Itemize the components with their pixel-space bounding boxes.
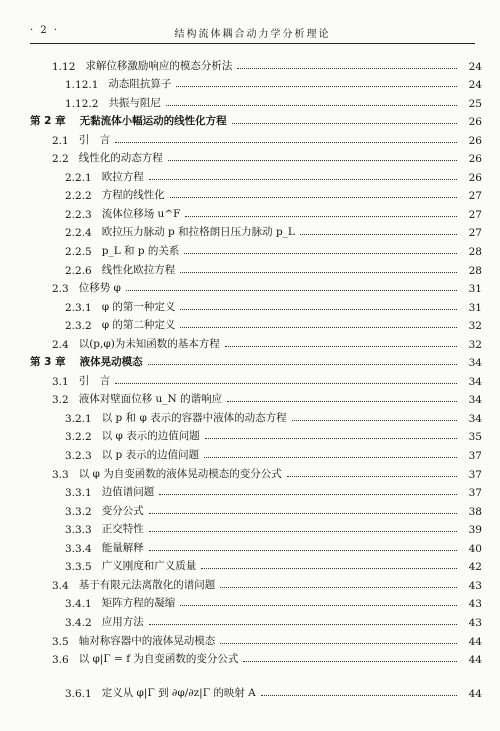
toc-page-number: 34 [468, 412, 482, 425]
toc-dot-leader [220, 587, 457, 588]
toc-page-number: 24 [468, 79, 482, 92]
toc-dot-leader [159, 494, 457, 495]
toc-section-title: 共振与阻尼 [108, 96, 161, 109]
toc-section-title: 边值谱问题 [101, 486, 155, 499]
toc-page-number: 26 [468, 171, 482, 184]
toc-section-title: 引 言 [78, 374, 111, 387]
toc-page-number: 31 [468, 283, 482, 296]
toc-section-title: 流体位移场 u^F [101, 207, 181, 220]
toc-dot-leader [149, 513, 457, 514]
toc-page-number: 32 [468, 320, 482, 333]
toc-entry [30, 54, 482, 73]
toc-entry [30, 184, 482, 203]
toc-section-title: 以 p 表示的边值问题 [101, 449, 200, 462]
toc-page-number: 37 [468, 468, 482, 481]
toc-entry [30, 388, 482, 407]
toc-section-title: 欧拉压力脉动 p 和拉格朗日压力脉动 p_L [101, 226, 295, 239]
toc-entry [30, 165, 482, 184]
toc-page-number: 25 [468, 97, 482, 110]
toc-dot-leader [180, 327, 457, 328]
toc-section-title: 欧拉方程 [101, 170, 144, 183]
toc-section-title: 定义从 φ|Γ 到 ∂φ/∂z|Γ 的映射 A [101, 687, 256, 700]
toc-page-number: 34 [468, 394, 482, 407]
toc-section-title: 应用方法 [101, 615, 144, 628]
toc-section-title: 以(p,φ)为未知函数的基本方程 [78, 337, 220, 350]
toc-dot-leader [243, 661, 457, 662]
toc-entry [30, 221, 482, 240]
toc-page-number: 39 [468, 524, 482, 537]
toc-page-number: 44 [468, 688, 482, 701]
toc-page-number: 38 [468, 505, 482, 518]
toc-section-number: 3.5 [52, 635, 69, 648]
toc-dot-leader [185, 216, 457, 217]
toc-entry [30, 73, 482, 92]
toc-entry [30, 258, 482, 277]
toc-section-number: 2.1 [52, 134, 69, 147]
toc-dot-leader [225, 346, 457, 347]
running-title: 结构流体耦合动力学分析理论 [174, 29, 331, 40]
toc-entry [30, 555, 482, 574]
toc-page-number: 32 [468, 338, 482, 351]
toc-section-number: 3.3.3 [65, 524, 92, 537]
toc-section-number: 3.4.2 [65, 616, 92, 629]
toc-entry [30, 128, 482, 147]
toc-dot-leader [184, 253, 457, 254]
toc-section-title: 引 言 [78, 133, 111, 146]
toc-dot-leader [287, 476, 457, 477]
toc-page-number: 28 [468, 264, 482, 277]
toc-dot-leader [149, 550, 457, 551]
toc-section-number: 2.3 [52, 283, 69, 296]
toc-dot-leader [180, 605, 457, 606]
toc-section-number: 3.3.4 [65, 542, 92, 555]
toc-section-number: 1.12.1 [65, 79, 99, 92]
toc-page-number: 28 [468, 246, 482, 259]
toc-dot-leader [204, 457, 457, 458]
toc-section-title: p_L 和 p 的关系 [101, 245, 180, 258]
toc-section-number: 3.2.1 [65, 412, 92, 425]
toc-section-number: 第 3 章 [30, 356, 66, 369]
toc-dot-leader [201, 568, 457, 569]
toc-dot-leader [205, 438, 457, 439]
toc-dot-leader [149, 624, 457, 625]
toc-section-number: 2.2 [52, 153, 69, 166]
toc-section-title: 广义刚度和广义质量 [101, 560, 197, 573]
toc-section-title: 方程的线性化 [101, 189, 165, 202]
toc-section-number: 2.2.6 [65, 264, 92, 277]
toc-dot-leader [166, 105, 457, 106]
toc-page-number: 34 [468, 357, 482, 370]
toc-section-title: 矩阵方程的凝缩 [101, 597, 176, 610]
toc-dot-leader [149, 179, 457, 180]
toc-dot-leader [220, 643, 457, 644]
toc-dot-leader [180, 272, 457, 273]
toc-dot-leader [126, 290, 457, 291]
toc-entry [30, 536, 482, 555]
toc-page-number: 27 [468, 227, 482, 240]
toc-dot-leader [180, 309, 457, 310]
toc-section-title: 变分公式 [101, 504, 144, 517]
toc-section-number: 2.2.2 [65, 190, 92, 203]
toc-page-number: 42 [468, 561, 482, 574]
toc-dot-leader [232, 123, 457, 124]
toc-section-title: 液体对壁面位移 u_N 的谐响应 [78, 393, 223, 406]
toc-entry [30, 277, 482, 296]
toc-entry [30, 369, 482, 388]
toc-section-number: 1.12 [52, 60, 76, 73]
toc-page-number: 34 [468, 375, 482, 388]
toc-page-number: 37 [468, 450, 482, 463]
toc-dot-leader [227, 401, 457, 402]
toc-dot-leader [148, 364, 457, 365]
toc-section-title: φ 的第一种定义 [101, 300, 176, 313]
toc-section-number: 3.3 [52, 468, 69, 481]
toc-entry [30, 481, 482, 500]
toc-section-number: 3.6 [52, 654, 69, 667]
toc-dot-leader [237, 68, 457, 69]
toc-page-number: 26 [468, 153, 482, 166]
toc-entry [30, 147, 482, 166]
toc-section-number: 2.4 [52, 338, 69, 351]
toc-section-number: 2.3.1 [65, 301, 92, 314]
toc-section-number: 3.2.2 [65, 431, 92, 444]
toc-section-title: 能量解释 [101, 541, 144, 554]
toc-entry [30, 295, 482, 314]
toc-page-number: 44 [468, 654, 482, 667]
toc-entry [30, 239, 482, 258]
toc-entry [30, 332, 482, 351]
toc-page-number: 31 [468, 301, 482, 314]
toc-section-number: 3.2.3 [65, 450, 92, 463]
toc-page-number: 43 [468, 616, 482, 629]
toc-section-title: 轴对称容器中的液体晃动模态 [78, 634, 216, 647]
toc-entry [30, 629, 482, 648]
toc-entry [30, 499, 482, 518]
toc-section-number: 3.3.2 [65, 505, 92, 518]
toc-section-title: 线性化欧拉方程 [101, 263, 176, 276]
toc-section-title: 以 p 和 φ 表示的容器中液体的动态方程 [101, 411, 287, 424]
toc-section-number: 3.3.5 [65, 561, 92, 574]
toc-section-title: 液体晃动模态 [79, 356, 143, 369]
toc-page-number: 27 [468, 208, 482, 221]
toc-page-number: 26 [468, 134, 482, 147]
toc-section-number: 2.2.5 [65, 246, 92, 259]
toc-section-number: 3.4.1 [65, 598, 92, 611]
toc-entry [30, 518, 482, 537]
toc-page-number: 43 [468, 579, 482, 592]
toc-chapter-entry [30, 110, 482, 129]
toc-section-title: 正交特性 [101, 523, 144, 536]
toc-section-number: 3.6.1 [65, 688, 92, 701]
toc-dot-leader [115, 383, 457, 384]
toc-section-title: 无黏流体小幅运动的线性化方程 [79, 115, 227, 128]
toc-section-number: 3.4 [52, 579, 69, 592]
toc-dot-leader [300, 234, 457, 235]
toc-section-title: 以 φ 为自变函数的液体晃动模态的变分公式 [78, 467, 282, 480]
toc-section-title: 求解位移激励响应的模态分析法 [85, 59, 233, 72]
toc-entry [30, 573, 482, 592]
toc-page-number: 37 [468, 487, 482, 500]
toc-section-number: 2.3.2 [65, 320, 92, 333]
toc-dot-leader [170, 197, 457, 198]
toc-section-number: 1.12.2 [65, 97, 99, 110]
toc-section-title: 以 φ 表示的边值问题 [101, 430, 200, 443]
toc-section-number: 2.2.3 [65, 208, 92, 221]
toc-page-number: 26 [468, 116, 482, 129]
toc-section-number: 3.1 [52, 375, 69, 388]
toc-dot-leader [115, 142, 457, 143]
table-of-contents [30, 54, 482, 700]
toc-dot-leader [168, 160, 457, 161]
toc-section-number: 2.2.1 [65, 171, 92, 184]
toc-section-title: 基于有限元法离散化的谱问题 [78, 578, 216, 591]
toc-entry [30, 648, 482, 667]
toc-entry [30, 610, 482, 629]
toc-dot-leader [261, 695, 457, 696]
toc-section-title: 以 φ|Γ = f 为自变函数的变分公式 [78, 653, 239, 666]
toc-page-number: 27 [468, 190, 482, 203]
toc-entry [30, 202, 482, 221]
toc-entry [30, 666, 482, 700]
toc-dot-leader [292, 420, 457, 421]
toc-page-number: 24 [468, 60, 482, 73]
toc-section-title: 线性化的动态方程 [78, 152, 163, 165]
toc-entry [30, 462, 482, 481]
toc-entry [30, 443, 482, 462]
toc-chapter-entry [30, 351, 482, 370]
toc-section-number: 2.2.4 [65, 227, 92, 240]
toc-entry [30, 425, 482, 444]
toc-entry [30, 91, 482, 110]
toc-section-title: φ 的第二种定义 [101, 319, 176, 332]
page-header [30, 25, 475, 44]
toc-dot-leader [176, 86, 457, 87]
toc-section-number: 3.2 [52, 394, 69, 407]
toc-section-number: 第 2 章 [30, 115, 66, 128]
toc-entry [30, 314, 482, 333]
toc-section-title: 动态阻抗算子 [108, 78, 172, 91]
toc-entry [30, 592, 482, 611]
toc-entry [30, 406, 482, 425]
page-number: · 2 · [30, 25, 60, 36]
toc-dot-leader [149, 531, 457, 532]
toc-section-title: 位移势 φ [78, 282, 121, 295]
toc-page-number: 43 [468, 598, 482, 611]
toc-page-number: 40 [468, 542, 482, 555]
toc-section-number: 3.3.1 [65, 487, 92, 500]
toc-page-number: 44 [468, 635, 482, 648]
toc-page-number: 35 [468, 431, 482, 444]
